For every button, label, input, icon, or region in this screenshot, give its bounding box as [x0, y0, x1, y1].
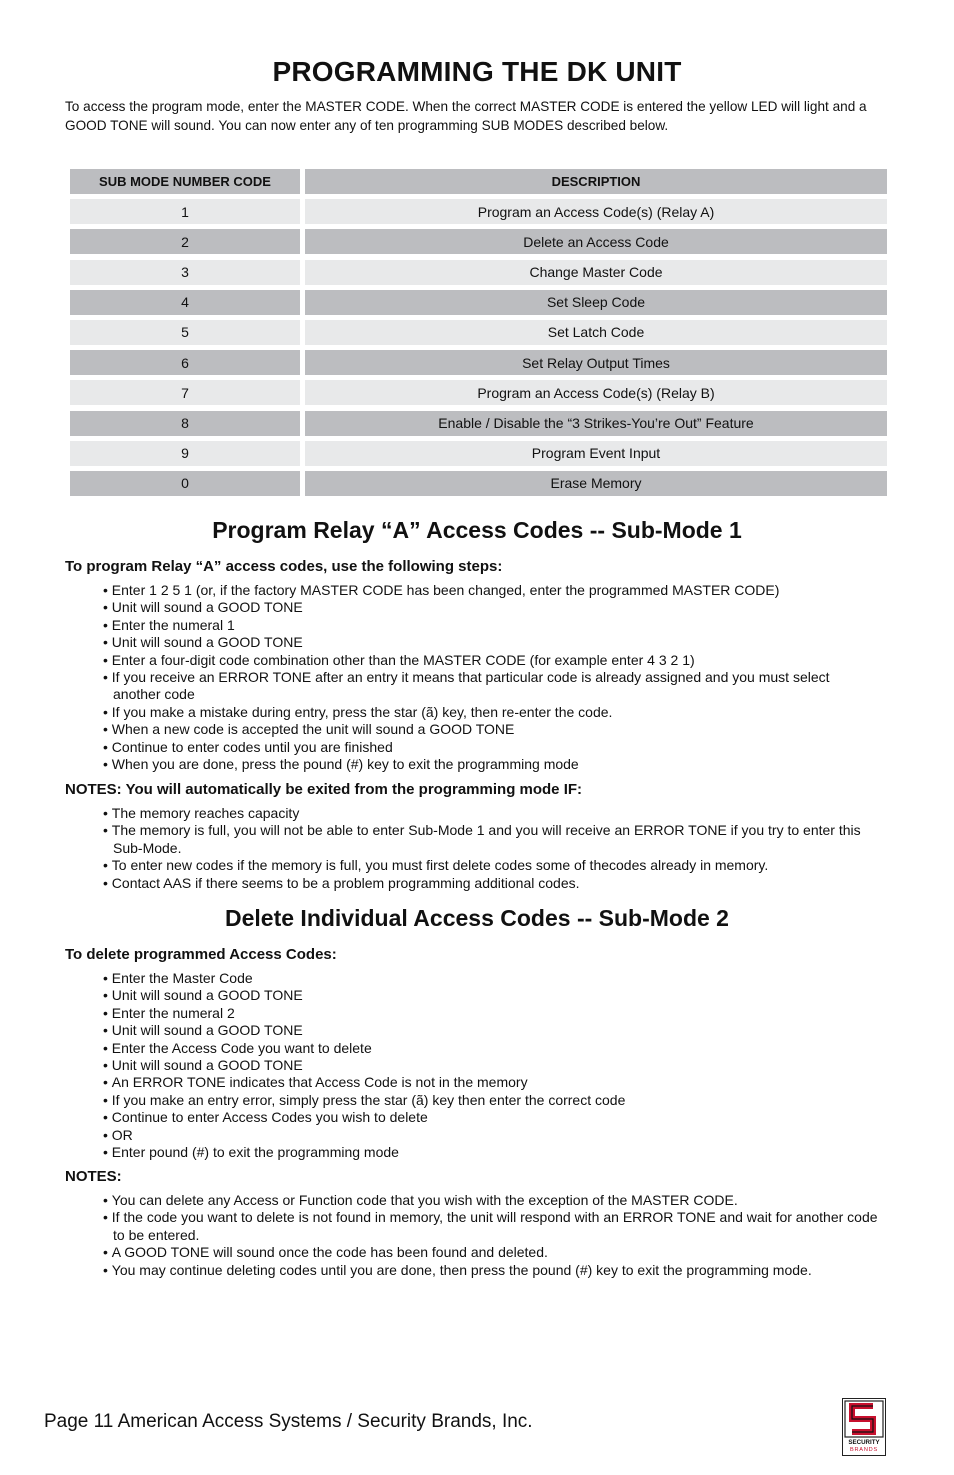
section-title-sub-mode-1: Program Relay “A” Access Codes -- Sub-Mode 1 — [212, 517, 742, 543]
list-item: • You can delete any Access or Function code that you wish with the exception of the MASTER CODE. — [103, 1192, 878, 1209]
list-item: • A GOOD TONE will sound once the code has been found and deleted. — [103, 1244, 878, 1261]
sub-mode-description: Erase Memory — [305, 471, 887, 496]
list-item: • Unit will sound a GOOD TONE — [103, 1022, 878, 1039]
notes-list-sub-mode-1 — [103, 805, 878, 892]
table-row — [70, 380, 887, 405]
column-header-code: SUB MODE NUMBER CODE — [70, 169, 300, 194]
steps-list-sub-mode-1 — [103, 582, 878, 773]
sub-mode-code: 7 — [70, 380, 300, 405]
list-item: • OR — [103, 1127, 878, 1144]
list-item: • The memory reaches capacity — [103, 805, 878, 822]
sub-mode-code: 3 — [70, 260, 300, 285]
table-row — [70, 411, 887, 436]
list-item: • Enter 1 2 5 1 (or, if the factory MASTER CODE has been changed, enter the programmed MASTER CODE) — [103, 582, 878, 599]
notes-list-sub-mode-2 — [103, 1192, 878, 1279]
list-item: • When a new code is accepted the unit will sound a GOOD TONE — [103, 721, 878, 738]
sub-mode-table — [70, 169, 887, 501]
list-item: • Enter a four-digit code combination other than the MASTER CODE (for example enter 4 3 2 1) — [103, 652, 878, 669]
logo-text-security: SECURITY — [848, 1439, 880, 1446]
page-footer: Page 11 American Access Systems / Security Brands, Inc. — [44, 1411, 533, 1432]
table-row — [70, 350, 887, 375]
sub-mode-code: 9 — [70, 441, 300, 466]
list-item: • Unit will sound a GOOD TONE — [103, 1057, 878, 1074]
list-item: • When you are done, press the pound (#) key to exit the programming mode — [103, 756, 878, 773]
table-row — [70, 471, 887, 496]
security-brands-logo — [842, 1398, 886, 1456]
sub-mode-description: Program Event Input — [305, 441, 887, 466]
sub-mode-code: 8 — [70, 411, 300, 436]
steps-heading-sub-mode-2: To delete programmed Access Codes: — [65, 946, 337, 963]
list-item: • Unit will sound a GOOD TONE — [103, 987, 878, 1004]
list-item: • Enter the Access Code you want to delete — [103, 1040, 878, 1057]
sub-mode-description: Change Master Code — [305, 260, 887, 285]
sub-mode-description: Program an Access Code(s) (Relay A) — [305, 199, 887, 224]
sub-mode-description: Program an Access Code(s) (Relay B) — [305, 380, 887, 405]
table-row — [70, 320, 887, 345]
sub-mode-code: 5 — [70, 320, 300, 345]
table-row — [70, 260, 887, 285]
list-item: • Enter pound (#) to exit the programming mode — [103, 1144, 878, 1161]
list-item: • An ERROR TONE indicates that Access Code is not in the memory — [103, 1074, 878, 1091]
sub-mode-code: 0 — [70, 471, 300, 496]
steps-list-sub-mode-2 — [103, 970, 878, 1161]
list-item: • Enter the numeral 1 — [103, 617, 878, 634]
list-item: • If you make a mistake during entry, press the star (ã) key, then re-enter the code. — [103, 704, 878, 721]
list-item: • You may continue deleting codes until you are done, then press the pound (#) key to exit the programming mode. — [103, 1262, 878, 1279]
list-item: • Continue to enter Access Codes you wish to delete — [103, 1109, 878, 1126]
sub-mode-description: Set Latch Code — [305, 320, 887, 345]
table-header-row — [70, 169, 887, 194]
list-item: • Contact AAS if there seems to be a problem programming additional codes. — [103, 875, 878, 892]
page-title: PROGRAMMING THE DK UNIT — [272, 56, 682, 87]
column-header-description: DESCRIPTION — [305, 169, 887, 194]
sub-mode-description: Set Relay Output Times — [305, 350, 887, 375]
notes-heading-sub-mode-1: NOTES: You will automatically be exited from the programming mode IF: — [65, 781, 583, 798]
list-item: • Continue to enter codes until you are finished — [103, 739, 878, 756]
logo-text-brands: BRANDS — [849, 1447, 879, 1453]
section-title-sub-mode-2: Delete Individual Access Codes -- Sub-Mode 2 — [225, 905, 729, 931]
table-row — [70, 229, 887, 254]
sub-mode-description: Enable / Disable the “3 Strikes-You’re Out” Feature — [305, 411, 887, 436]
list-item: • The memory is full, you will not be able to enter Sub-Mode 1 and you will receive an ERROR TONE if you try to enter this Sub-Mode. — [103, 822, 878, 857]
sub-mode-code: 2 — [70, 229, 300, 254]
intro-paragraph: To access the program mode, enter the MASTER CODE. When the correct MASTER CODE is entered the yellow LED will light and a GOOD TONE will sound. You can now enter any of ten programming SUB MODES described below. — [65, 99, 867, 133]
list-item: • If you make an entry error, simply press the star (ã) key then enter the correct code — [103, 1092, 878, 1109]
steps-heading-sub-mode-1: To program Relay “A” access codes, use the following steps: — [65, 558, 503, 575]
notes-heading-sub-mode-2: NOTES: — [65, 1168, 122, 1185]
sub-mode-description: Set Sleep Code — [305, 290, 887, 315]
list-item: • To enter new codes if the memory is full, you must first delete codes some of thecodes already in memory. — [103, 857, 878, 874]
sub-mode-code: 6 — [70, 350, 300, 375]
sub-mode-code: 4 — [70, 290, 300, 315]
table-row — [70, 199, 887, 224]
sub-mode-code: 1 — [70, 199, 300, 224]
list-item: • If you receive an ERROR TONE after an entry it means that particular code is already assigned and you must select another code — [103, 669, 878, 704]
sub-mode-description: Delete an Access Code — [305, 229, 887, 254]
table-row — [70, 441, 887, 466]
list-item: • Enter the Master Code — [103, 970, 878, 987]
list-item: • Enter the numeral 2 — [103, 1005, 878, 1022]
list-item: • Unit will sound a GOOD TONE — [103, 599, 878, 616]
table-row — [70, 290, 887, 315]
list-item: • Unit will sound a GOOD TONE — [103, 634, 878, 651]
list-item: • If the code you want to delete is not found in memory, the unit will respond with an ERROR TONE and wait for another code to be entered. — [103, 1209, 878, 1244]
